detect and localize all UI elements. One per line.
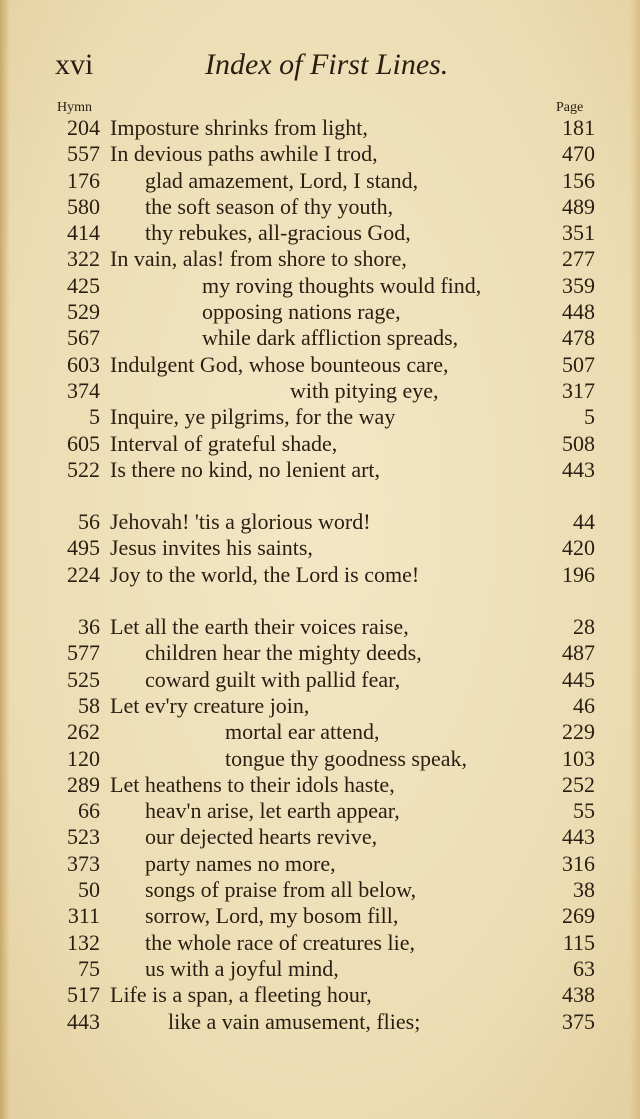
hymn-number: 50 — [78, 877, 100, 903]
first-line-text: Indulgent God, whose bounteous care, — [110, 351, 449, 377]
page-reference: 38 — [573, 877, 595, 903]
first-line-text: Joy to the world, the Lord is come! — [110, 561, 420, 587]
first-line-text: sorrow, Lord, my bosom fill, — [145, 903, 399, 929]
page-reference: 317 — [562, 377, 595, 403]
first-line-text: like a vain amusement, flies; — [168, 1008, 421, 1034]
index-entry — [0, 299, 640, 325]
index-entry — [0, 772, 640, 798]
first-line-text: the whole race of creatures lie, — [145, 929, 415, 955]
page-reference: 5 — [584, 404, 595, 430]
first-line-text: Let all the earth their voices raise, — [110, 614, 409, 640]
first-line-text: with pitying eye, — [290, 377, 439, 403]
index-list — [0, 115, 640, 1035]
hymn-number: 495 — [67, 535, 100, 561]
first-line-text: party names no more, — [145, 850, 336, 876]
index-entry — [0, 194, 640, 220]
first-line-text: Let heathens to their idols haste, — [110, 771, 395, 797]
index-entry — [0, 220, 640, 246]
hymn-number: 224 — [67, 561, 100, 587]
hymn-number: 262 — [67, 719, 100, 745]
index-entry — [0, 325, 640, 351]
index-entry — [0, 457, 640, 483]
page-reference: 443 — [562, 824, 595, 850]
first-line-text: mortal ear attend, — [225, 719, 380, 745]
first-line-text: songs of praise from all below, — [145, 877, 417, 903]
hymn-number: 529 — [67, 299, 100, 325]
index-entry — [0, 273, 640, 299]
page-reference: 55 — [573, 798, 595, 824]
hymn-number: 425 — [67, 272, 100, 298]
page-reference: 115 — [562, 929, 595, 955]
page-reference: 443 — [562, 456, 595, 482]
running-head — [0, 48, 640, 88]
page-reference: 351 — [562, 220, 595, 246]
index-entry — [0, 640, 640, 666]
page-reference: 252 — [562, 771, 595, 797]
first-line-text: our dejected hearts revive, — [145, 824, 378, 850]
index-entry — [0, 509, 640, 535]
first-line-text: In devious paths awhile I trod, — [110, 141, 378, 167]
hymn-number: 311 — [67, 903, 100, 929]
hymn-number: 66 — [78, 798, 100, 824]
page-reference: 269 — [562, 903, 595, 929]
page-reference: 508 — [562, 430, 595, 456]
first-line-text: coward guilt with pallid fear, — [145, 666, 401, 692]
hymn-number: 557 — [67, 141, 100, 167]
page-reference: 487 — [562, 640, 595, 666]
page-reference: 229 — [562, 719, 595, 745]
hymn-number: 374 — [67, 377, 100, 403]
first-line-text: the soft season of thy youth, — [145, 193, 394, 219]
page-reference: 420 — [562, 535, 595, 561]
index-entry — [0, 982, 640, 1008]
first-line-text: In vain, alas! from shore to shore, — [110, 246, 407, 272]
index-entry — [0, 378, 640, 404]
first-line-text: my roving thoughts would find, — [202, 272, 482, 298]
first-line-text: Interval of grateful shade, — [110, 430, 338, 456]
first-line-text: Imposture shrinks from light, — [110, 115, 368, 140]
hymn-number: 176 — [67, 167, 100, 193]
first-line-text: glad amazement, Lord, I stand, — [145, 167, 419, 193]
hymn-number: 132 — [67, 929, 100, 955]
first-line-text: opposing nations rage, — [202, 299, 401, 325]
first-line-text: thy rebukes, all-gracious God, — [145, 220, 411, 246]
hymn-number: 36 — [78, 614, 100, 640]
index-entry — [0, 719, 640, 745]
index-entry — [0, 824, 640, 850]
index-entry — [0, 431, 640, 457]
index-entry — [0, 877, 640, 903]
page-reference: 470 — [562, 141, 595, 167]
page-reference: 445 — [562, 666, 595, 692]
page-reference: 438 — [562, 982, 595, 1008]
page-reference: 28 — [573, 614, 595, 640]
page-reference: 359 — [562, 272, 595, 298]
page-title: Index of First Lines. — [205, 48, 449, 81]
page-reference: 44 — [573, 509, 595, 535]
index-entry — [0, 352, 640, 378]
page-reference: 63 — [573, 955, 595, 981]
index-entry — [0, 1009, 640, 1035]
hymn-number: 523 — [67, 824, 100, 850]
page-reference: 277 — [562, 246, 595, 272]
first-line-text: Jesus invites his saints, — [110, 535, 313, 561]
hymn-column-header: Hymn — [57, 100, 92, 115]
index-entry — [0, 746, 640, 772]
index-entry — [0, 168, 640, 194]
index-entry — [0, 693, 640, 719]
index-entry — [0, 798, 640, 824]
hymn-number: 443 — [67, 1008, 100, 1034]
index-entry — [0, 404, 640, 430]
page-column-header: Page — [556, 100, 584, 115]
index-entry — [0, 535, 640, 561]
page-reference: 46 — [573, 692, 595, 718]
index-entry — [0, 614, 640, 640]
index-entry — [0, 246, 640, 272]
page-number: xvi — [55, 48, 94, 81]
hymn-number: 289 — [67, 771, 100, 797]
first-line-text: tongue thy goodness speak, — [225, 745, 467, 771]
hymn-number: 414 — [67, 220, 100, 246]
first-line-text: us with a joyful mind, — [145, 955, 339, 981]
first-line-text: Inquire, ye pilgrims, for the way — [110, 404, 396, 430]
hymn-number: 373 — [67, 850, 100, 876]
page-reference: 448 — [562, 299, 595, 325]
first-line-text: heav'n arise, let earth appear, — [145, 798, 400, 824]
hymn-number: 605 — [67, 430, 100, 456]
first-line-text: while dark affliction spreads, — [202, 325, 459, 351]
page-reference: 478 — [562, 325, 595, 351]
page-reference: 196 — [562, 561, 595, 587]
index-entry — [0, 930, 640, 956]
page-reference: 507 — [562, 351, 595, 377]
hymn-number: 5 — [89, 404, 100, 430]
hymn-number: 517 — [67, 982, 100, 1008]
index-entry — [0, 956, 640, 982]
index-entry — [0, 562, 640, 588]
hymn-number: 522 — [67, 456, 100, 482]
hymn-number: 567 — [67, 325, 100, 351]
index-entry — [0, 903, 640, 929]
index-entry — [0, 851, 640, 877]
hymn-number: 204 — [67, 115, 100, 140]
first-line-text: Let ev'ry creature join, — [110, 692, 310, 718]
hymn-number: 580 — [67, 193, 100, 219]
first-line-text: Life is a span, a fleeting hour, — [110, 982, 372, 1008]
hymn-number: 75 — [78, 955, 100, 981]
hymn-number: 56 — [78, 509, 100, 535]
hymn-number: 58 — [78, 692, 100, 718]
hymn-number: 603 — [67, 351, 100, 377]
page-reference: 156 — [562, 167, 595, 193]
page-reference: 375 — [562, 1008, 595, 1034]
first-line-text: Jehovah! 'tis a glorious word! — [110, 509, 371, 535]
page-reference: 103 — [562, 745, 595, 771]
hymn-number: 577 — [67, 640, 100, 666]
page-reference: 181 — [562, 115, 595, 140]
index-entry — [0, 667, 640, 693]
index-entry — [0, 141, 640, 167]
hymn-number: 322 — [67, 246, 100, 272]
page-reference: 316 — [562, 850, 595, 876]
page-reference: 489 — [562, 193, 595, 219]
first-line-text: children hear the mighty deeds, — [145, 640, 422, 666]
hymn-number: 120 — [67, 745, 100, 771]
hymn-number: 525 — [67, 666, 100, 692]
first-line-text: Is there no kind, no lenient art, — [110, 456, 381, 482]
index-entry — [0, 115, 640, 141]
